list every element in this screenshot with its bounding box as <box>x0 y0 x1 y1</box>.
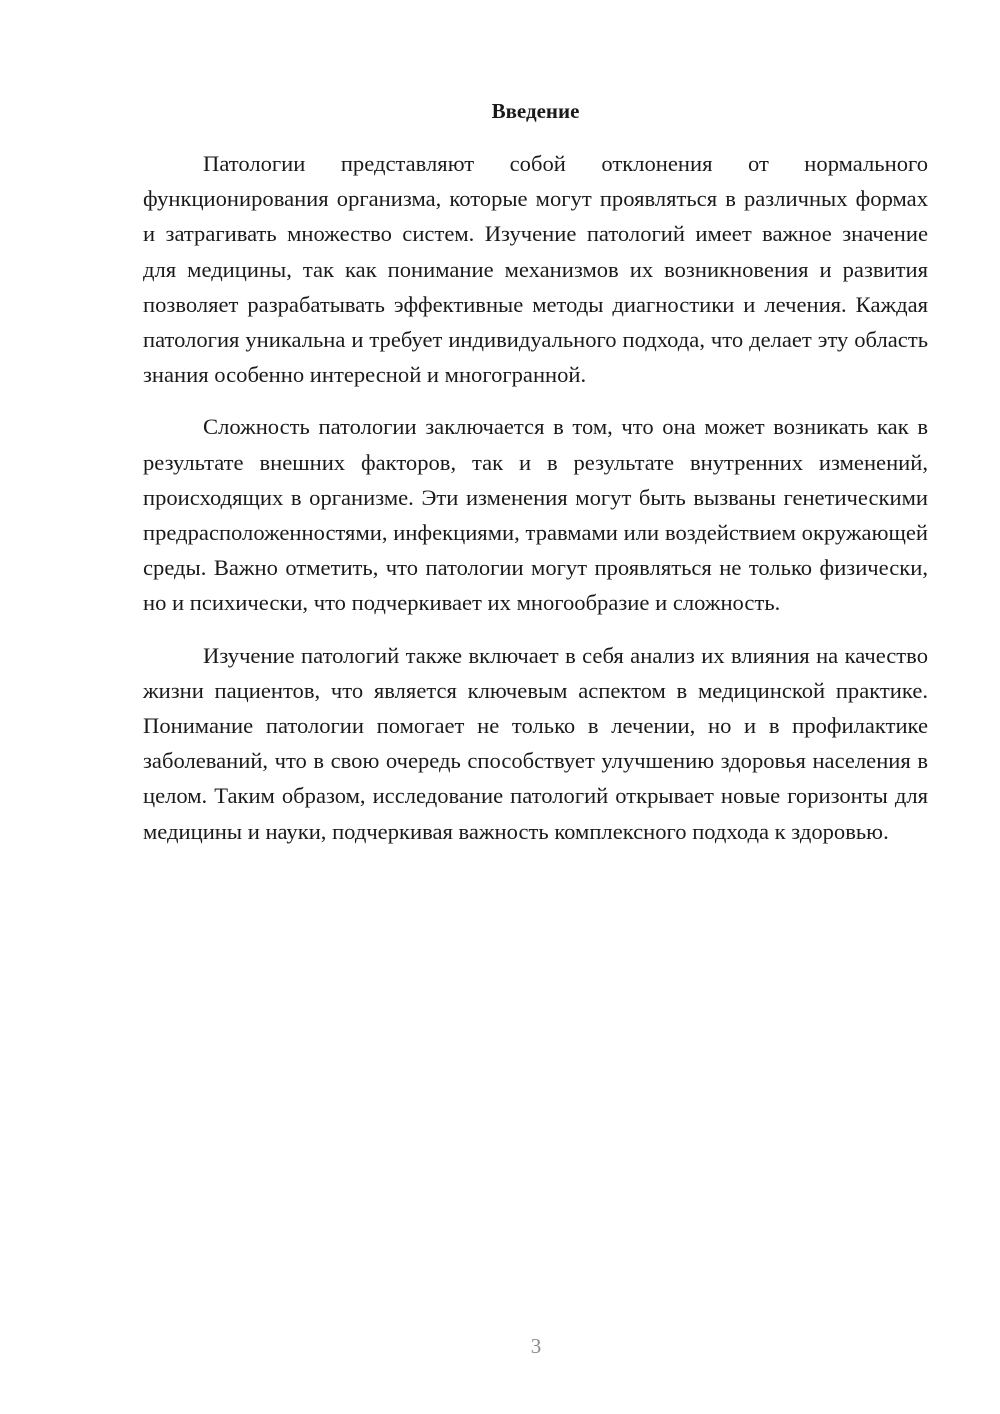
document-body <box>143 97 928 866</box>
paragraph-3: Изучение патологий также включает в себя анализ их влияния на качество жизни пациентов, что является ключевым аспектом в медицинской практике. Понимание патологии помогает не только в лечении, но и в профилактике заболеваний, что в свою очередь способствует улучшению здоровья населения в целом. Таким образом, исследование патологий открывает новые горизонты для медицины и науки, подчеркивая важность комплексного подхода к здоровью. <box>143 642 928 844</box>
paragraph-2: Сложность патологии заключается в том, что она может возникать как в результате внешних факторов, так и в результате внутренних изменений, происходящих в организме. Эти изменения могут быть вызваны генетическими предрасположенностями, инфекциями, травмами или воздействием окружающей среды. Важно отметить, что патологии могут проявляться не только физически, но и психически, что подчеркивает их многообразие и сложность. <box>143 414 928 616</box>
page-number: 3 <box>530 1334 542 1358</box>
section-heading: Введение <box>491 99 580 123</box>
paragraph-1: Патологии представляют собой отклонения от нормального функционирования организма, которые могут проявляться в различных формах и затрагивать множество систем. Изучение патологий имеет важное значение для медицины, так как понимание механизмов их возникновения и развития позволяет разрабатывать эффективные методы диагностики и лечения. Каждая патология уникальна и требует индивидуального подхода, что делает эту область знания особенно интересной и многогранной. <box>143 151 928 388</box>
